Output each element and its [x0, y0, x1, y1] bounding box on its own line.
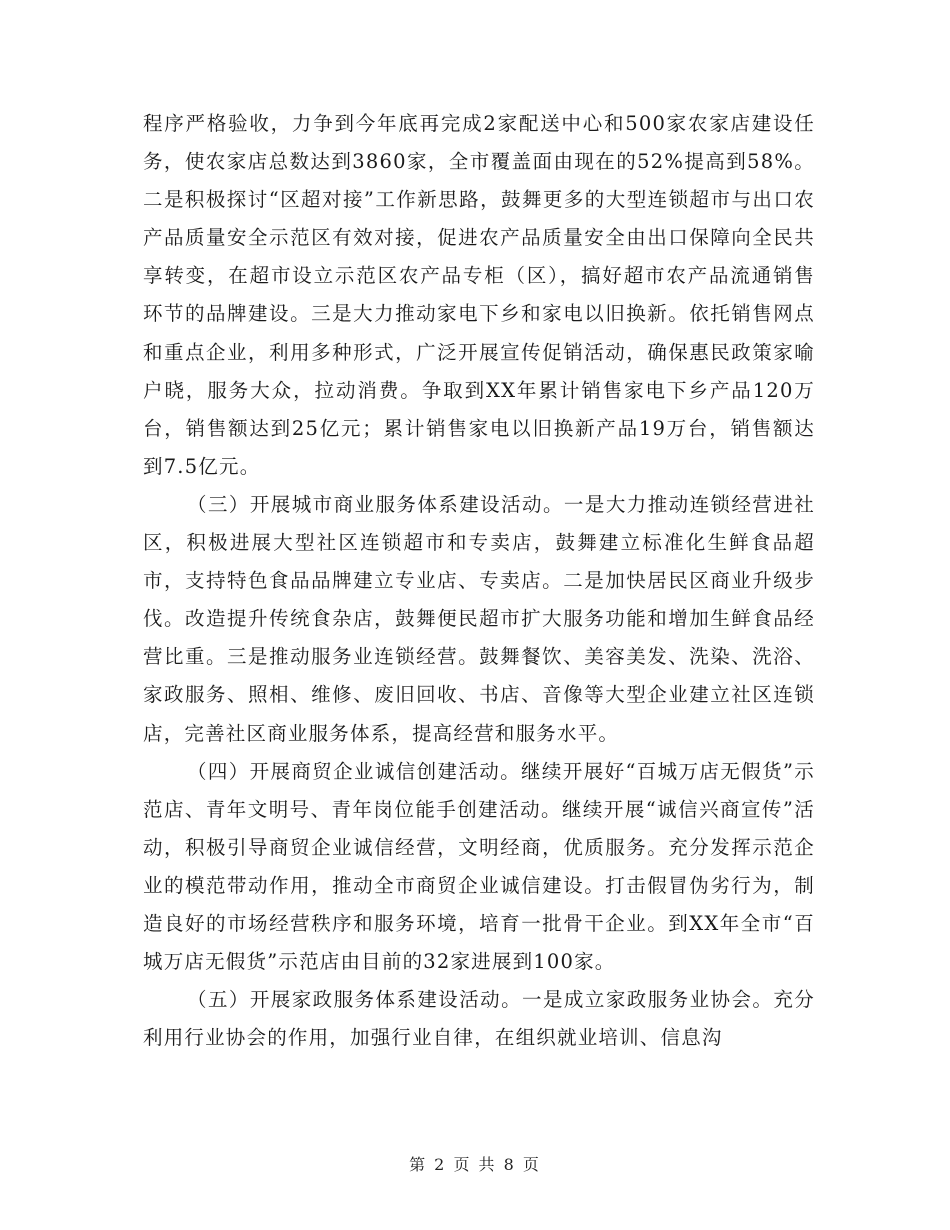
- paragraph-section-3: （三）开展城市商业服务体系建设活动。一是大力推动连锁经营进社区，积极进展大型社区连锁超市和专卖店，鼓舞建立标准化生鲜食品超市，支持特色食品品牌建立专业店、专卖店。二是加快居民区商业升级步伐。改造提升传统食杂店，鼓舞便民超市扩大服务功能和增加生鲜食品经营比重。三是推动服务业连锁经营。鼓舞餐饮、美容美发、洗染、洗浴、家政服务、照相、维修、废旧回收、书店、音像等大型企业建立社区连锁店，完善社区商业服务体系，提高经营和服务水平。: [143, 492, 815, 745]
- page-number-footer: 第 2 页 共 8 页: [409, 1155, 541, 1174]
- paragraph-section-5: （五）开展家政服务体系建设活动。一是成立家政服务业协会。充分利用行业协会的作用，加强行业自律，在组织就业培训、信息沟: [143, 988, 815, 1050]
- body-text: [143, 105, 815, 1057]
- paragraph-continuation: 程序严格验收，力争到今年底再完成2家配送中心和500家农家店建设任务，使农家店总数达到3860家，全市覆盖面由现在的52%提高到58%。二是积极探讨“区超对接”工作新思路，鼓舞更多的大型连锁超市与出口农产品质量安全示范区有效对接，促进农产品质量安全由出口保障向全民共享转变，在超市设立示范区农产品专柜（区），搞好超市农产品流通销售环节的品牌建设。三是大力推动家电下乡和家电以旧换新。依托销售网点和重点企业，利用多种形式，广泛开展宣传促销活动，确保惠民政策家喻户晓，服务大众，拉动消费。争取到XX年累计销售家电下乡产品120万台，销售额达到25亿元；累计销售家电以旧换新产品19万台，销售额达到7.5亿元。: [143, 112, 815, 478]
- paragraph-section-4: （四）开展商贸企业诚信创建活动。继续开展好“百城万店无假货”示范店、青年文明号、青年岗位能手创建活动。继续开展“诚信兴商宣传”活动，积极引导商贸企业诚信经营，文明经商，优质服务。充分发挥示范企业的模范带动作用，推动全市商贸企业诚信建设。打击假冒伪劣行为，制造良好的市场经营秩序和服务环境，培育一批骨干企业。到XX年全市“百城万店无假货”示范店由目前的32家进展到100家。: [143, 759, 815, 974]
